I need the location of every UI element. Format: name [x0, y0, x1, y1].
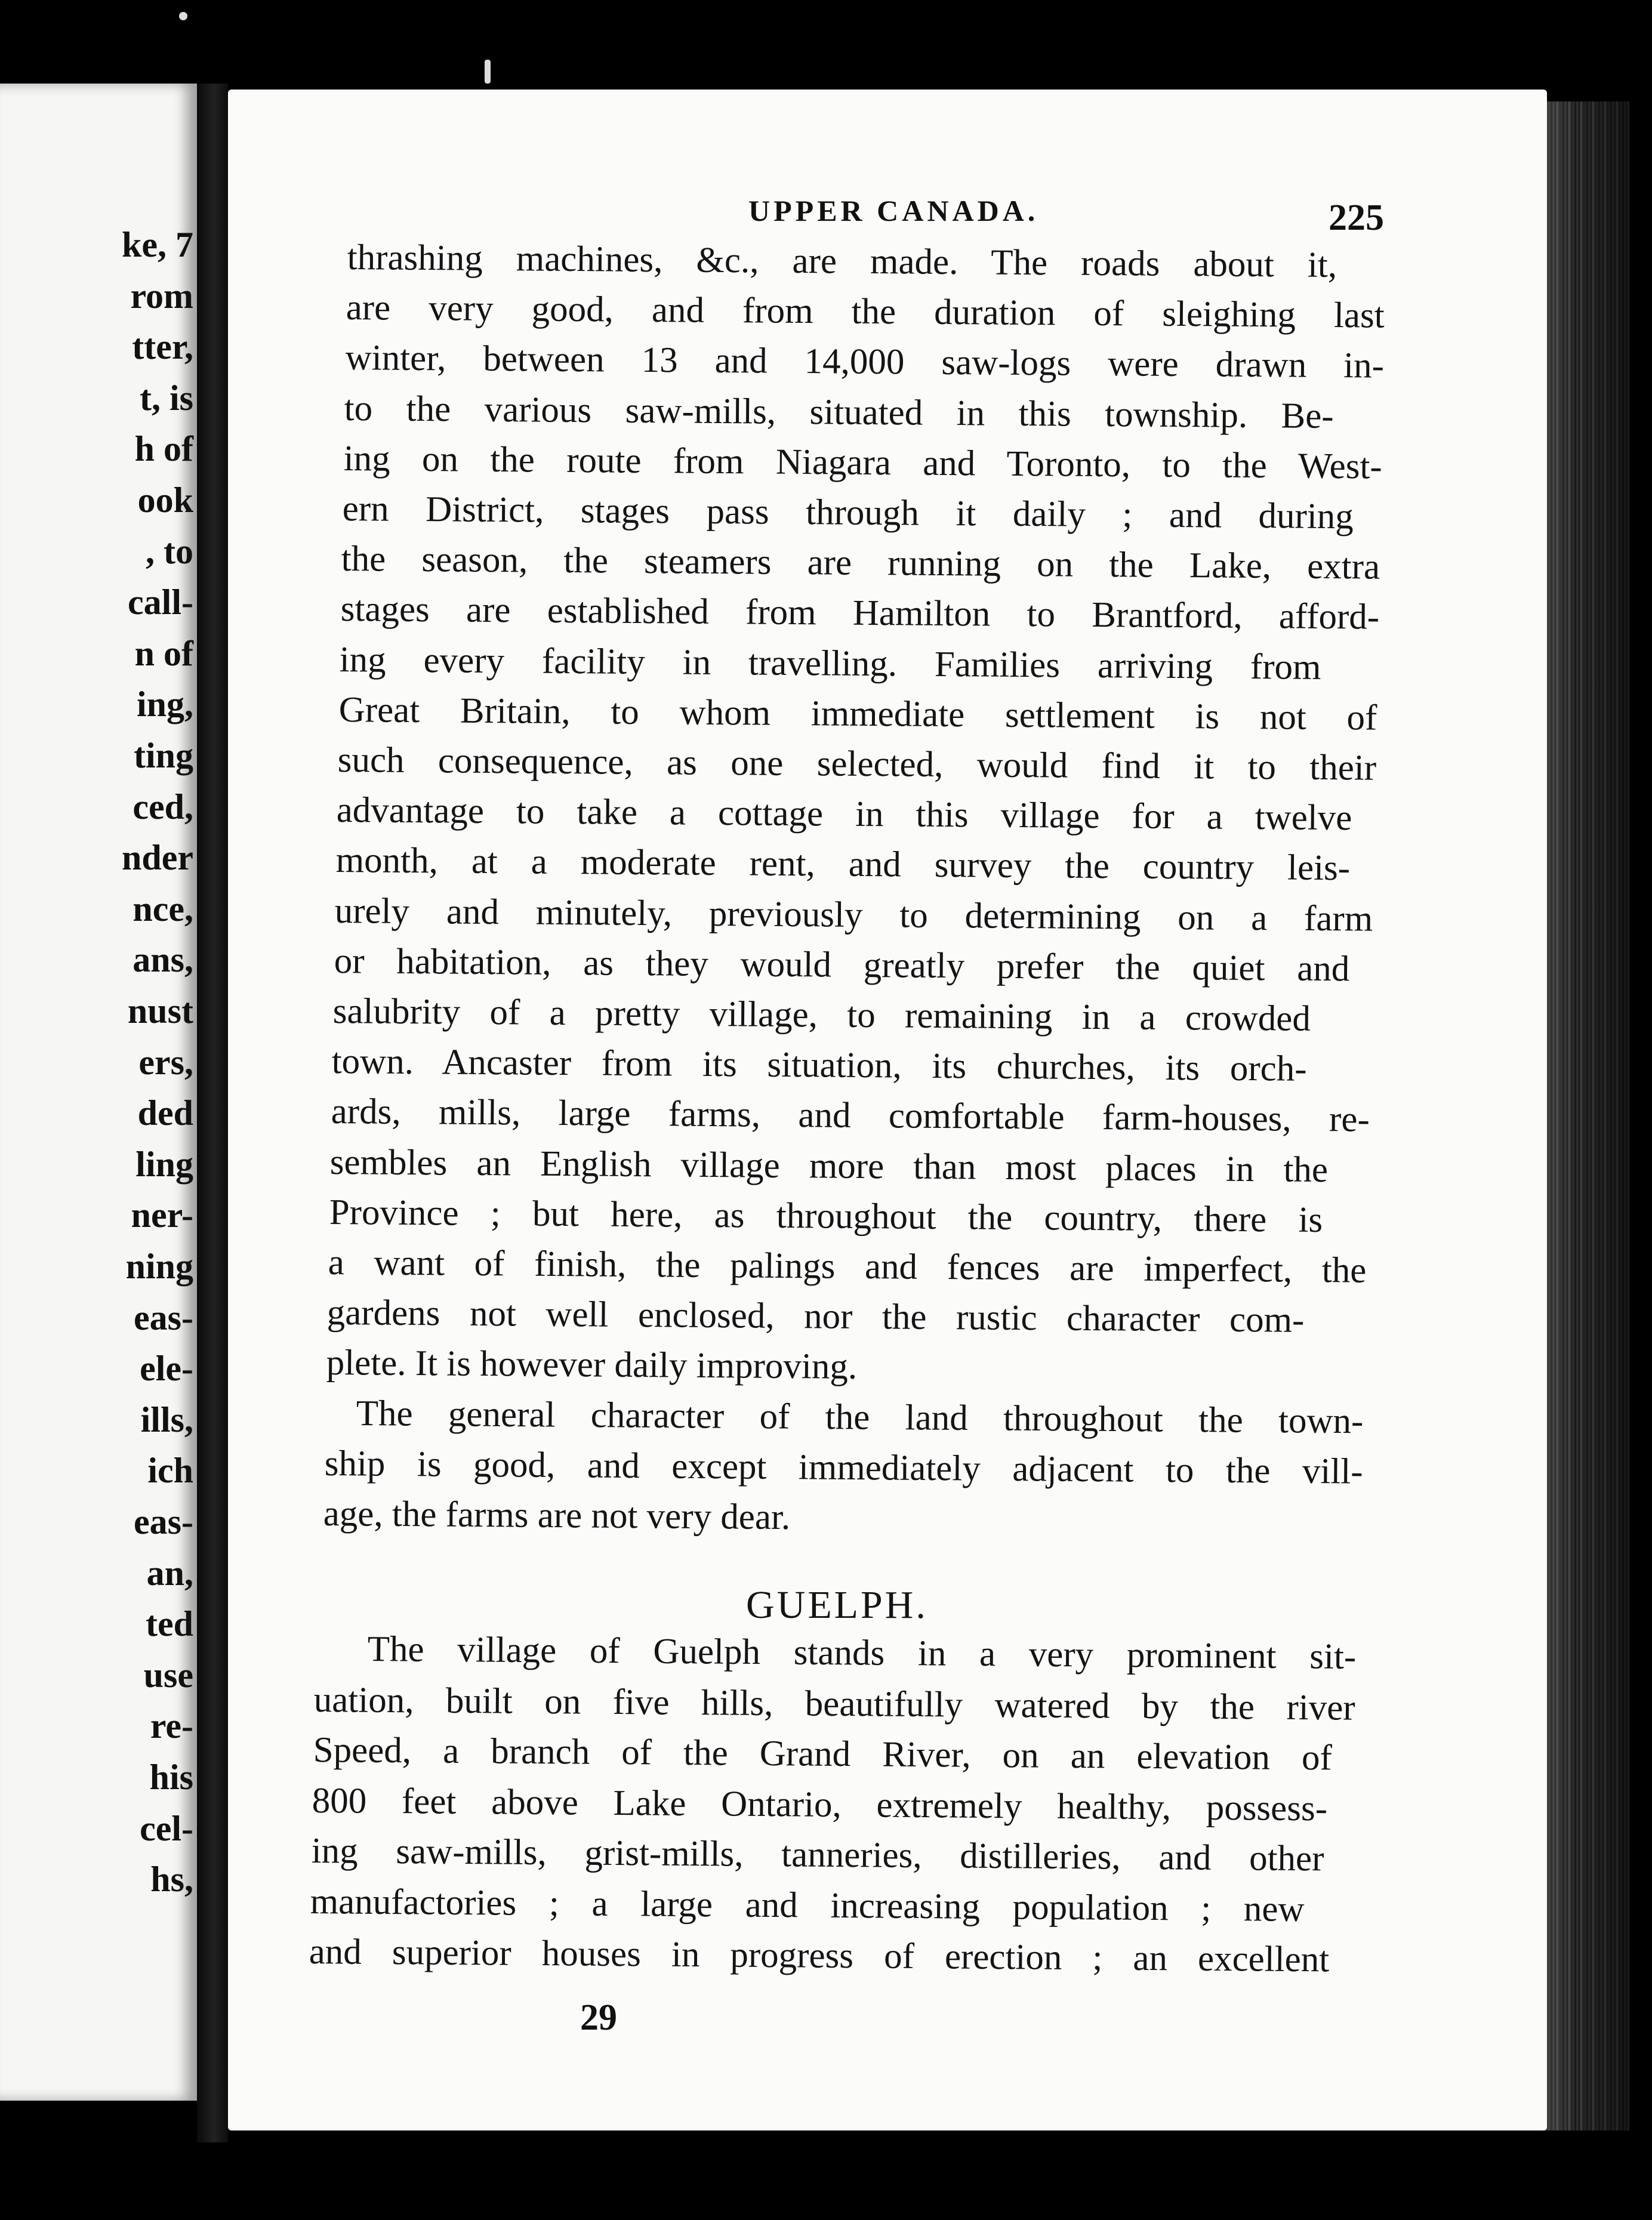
section-line: manufactories ; a large and increasing population ; new — [310, 1881, 1305, 1929]
left-page-fragment: ers, — [138, 1042, 193, 1082]
left-page-fragment: h of — [134, 429, 193, 469]
body-line: Great Britain, to whom immediate settlement is not of — [338, 689, 1377, 738]
body-line: plete. It is however daily improving. — [326, 1343, 858, 1388]
left-page-fragment: ted — [146, 1604, 193, 1644]
body-line: such consequence, as one selected, would find it to their — [337, 740, 1377, 788]
section-line: ing saw-mills, grist-mills, tanneries, distilleries, and other — [311, 1831, 1324, 1879]
left-facing-page — [0, 84, 197, 2101]
section-line: and superior houses in progress of erection ; an excellent — [309, 1932, 1330, 1980]
left-page-fragment: n of — [134, 633, 193, 673]
section-line: uation, built on five hills, beautifully watered by the river — [313, 1679, 1356, 1728]
body-line: or habitation, as they would greatly prefer the quiet and — [334, 941, 1350, 989]
left-page-fragment: rom — [130, 276, 193, 316]
body-line: winter, between 13 and 14,000 saw-logs were drawn in- — [345, 338, 1385, 387]
left-page-fragment: nust — [127, 991, 193, 1031]
body-line: ing every facility in travelling. Families arriving from — [339, 639, 1321, 687]
body-line: a want of finish, the palings and fences are imperfect, the — [328, 1242, 1367, 1291]
left-page-fragment: tter, — [132, 327, 193, 367]
left-page-fragment: , to — [146, 531, 193, 571]
body-line: the season, the steamers are running on the Lake, extra — [341, 539, 1380, 587]
left-page-fragment: call- — [128, 582, 193, 622]
body-line: salubrity of a pretty village, to remaining in a crowded — [332, 991, 1311, 1039]
left-page-fragment: eas- — [134, 1502, 193, 1541]
body-line: to the various saw-mills, situated in this township. Be- — [344, 388, 1334, 436]
left-page-fragment: ich — [147, 1451, 193, 1491]
left-page-fragment: ans, — [132, 940, 193, 980]
left-page-fragment: use — [143, 1655, 193, 1695]
left-page-fragment: ills, — [140, 1399, 193, 1439]
left-page-fragment: cel- — [140, 1808, 193, 1848]
body-line: urely and minutely, previously to determining on a farm — [334, 890, 1373, 939]
paper-speck — [179, 12, 187, 20]
left-page-fragment: ting — [133, 736, 193, 775]
left-page-fragment: ning — [125, 1247, 193, 1286]
body-line: month, at a moderate rent, and survey the country leis- — [335, 840, 1351, 889]
body-line: gardens not well enclosed, nor the rustic character com- — [326, 1293, 1305, 1341]
left-page-fragment: hs, — [150, 1860, 193, 1900]
section-line: 800 feet above Lake Ontario, extremely healthy, possess- — [312, 1780, 1328, 1829]
section-heading: GUELPH. — [746, 1583, 928, 1627]
body-line: are very good, and from the duration of sleighing last — [346, 288, 1385, 336]
left-page-fragment: ced, — [132, 787, 193, 827]
body-line: advantage to take a cottage in this village for a twelve — [336, 790, 1352, 838]
running-header: UPPER CANADA. — [748, 194, 1039, 227]
left-page-fragment: ling — [135, 1144, 193, 1184]
paper-speck — [485, 60, 491, 84]
body-line: ing on the route from Niagara and Toronto, to the West- — [343, 438, 1382, 487]
left-page-fragment: nder — [122, 838, 193, 878]
body-line: ern District, stages pass through it daily ; and during — [342, 489, 1354, 537]
left-page-fragment: t, is — [140, 378, 193, 418]
body-line: Province ; but here, as throughout the country, there is — [329, 1192, 1323, 1240]
left-page-fragment: re- — [150, 1706, 193, 1746]
left-page-fragment: ook — [137, 480, 193, 520]
page-number: 225 — [1329, 198, 1384, 238]
body-line: thrashing machines, &c., are made. The roads about it, — [347, 238, 1337, 286]
body-line: The general character of the land throughout the town- — [356, 1393, 1364, 1441]
section-line: Speed, a branch of the Grand River, on an elevation of — [313, 1730, 1332, 1778]
left-page-fragment: his — [149, 1758, 193, 1797]
section-line: The village of Guelph stands in a very prominent sit- — [367, 1629, 1357, 1678]
left-page-fragment: eas- — [134, 1297, 193, 1337]
body-line: age, the farms are not very dear. — [323, 1494, 791, 1538]
body-line: stages are established from Hamilton to Brantford, afford- — [340, 589, 1380, 638]
signature-mark: 29 — [580, 1997, 617, 2038]
body-line: ards, mills, large farms, and comfortable farm-houses, re- — [331, 1092, 1370, 1140]
left-page-fragment: ded — [137, 1093, 193, 1133]
left-page-fragment: an, — [146, 1553, 193, 1593]
left-page-fragment: ner- — [131, 1195, 193, 1235]
page-edge-stack — [1540, 101, 1629, 2130]
left-page-fragment: ke, 7 — [122, 225, 193, 264]
book-gutter — [197, 84, 228, 2142]
body-line: ship is good, and except immediately adjacent to the vill- — [324, 1443, 1363, 1492]
body-line: town. Ancaster from its situation, its churches, its orch- — [331, 1041, 1308, 1090]
left-page-fragment: nce, — [132, 889, 193, 929]
left-page-fragment: ele- — [140, 1349, 193, 1389]
left-page-fragment: ing, — [136, 684, 193, 724]
body-line: sembles an English village more than most places in the — [329, 1142, 1329, 1190]
